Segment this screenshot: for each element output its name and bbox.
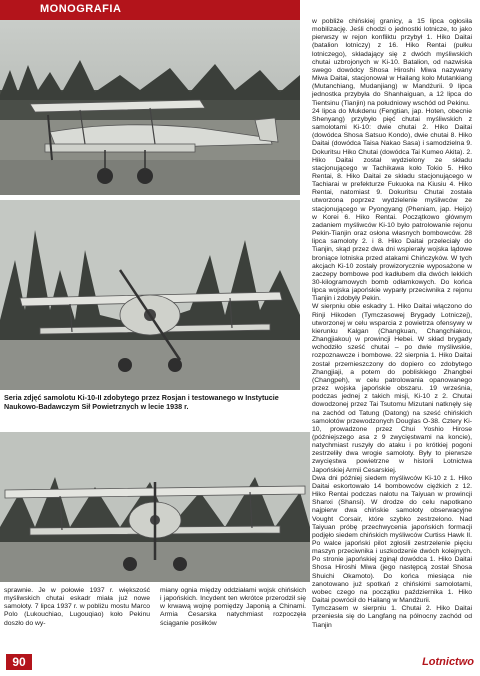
article-text-right-column	[312, 18, 472, 630]
photo-aircraft-front	[0, 200, 300, 390]
photo-aircraft-front-image	[0, 200, 300, 390]
publisher-logo: Lotnictwo	[422, 656, 474, 668]
bottom-mid-column: miany ognia między oddziałami wojsk chińskich i japońskich. Incydent ten wkrótce przerodził się w krwawą wojnę pomiędzy Japonią a Chinami. Armia Cesarska natychmiast rozpoczęła ściąganie posiłków	[160, 587, 306, 627]
paragraph: W sierpniu obie eskadry 1. Hiko Daitai włączono do Rinji Hikoden (Tymczasowej Brygady Lotniczej), utworzonej w celu wsparcia z powietrza ofensywy w kierunku Kalgan (Changkuan, Changchiakou, Zhangjiakou) w prowincji Hebei. W skład brygady wchodziło sześć chutai – po dwie myśliwskie, rozpoznawcze i bombowe. 22 sierpnia 1. Hiko Daitai został przemieszczony do dopiero co zdobytego Zhangjiaji, a potem do pobliskiego Zhangbei (Changpeh), w celu patrolowania opanowanego przez wojska japońskie obszaru. 19 września, podczas jednej z takich misji, Ki-10 z 2. Chutai dowodzonej przez Tai Tsutomu Mizutani natknęły się na zachód od Tatung (Datong) na sześć chińskich samolotów przewodzonych Douglas O-38. Cztery Ki-10, prowadzone przez Chui Yoshio Hirose (późniejszego asa z 9 zwycięstwami na koncie), natychmiast ruszyły do ataku i po krótkiej pogoni zestrzeliły dwa wrogie samoloty. Były to pierwsze zwycięstwa powietrzne w historii Lotnictwa Japońskiej Armii Cesarskiej.	[312, 303, 472, 474]
paragraph: 24 lipca do Mukdenu (Fengtian, jap. Hoten, obecnie Shenyang) przybyło pięć chutai myśliwskich z samolotami Ki-10: dwie chutai 2. Hiko Daitai (dowódca Shosa Satsuo Kondo), dwie chutai 8. Hiko Daitai (dowódca Taisa Nakao Sasa) i samodzielna 9. Dokuritsu Hiko Chutai (dowódca Tai Kumeo Akita). 2. Hiko Daitai został wydzielony ze składu stacjonującego w Tachikawa koło Tokio 5. Hiko Rentai, 8. Hiko Daitai ze składu stacjonującego w Tachiarai w prefekturze Fukuoka na Kiusiu 4. Hiko Rentai, natomiast 9. Dokuritsu Chutai została utworzona poprzez wydzielenie myśliwców ze stacjonującego w Pyongyang (Pheniam, jap. Heijo) w Korei 6. Hiko Rentai. Początkowo głównym zadaniem myśliwców Ki-10 było patrolowanie rejonu Pekin-Tianjin oraz osłona własnych bombowców. 28 lipca samoloty 2. i 8. Hiko Daitai przeleciały do Tianjin, skąd przez dwa dni wspierały wojska lądowe broniące lotniska przed atakami Chińczyków. W tych akcjach Ki-10 zostały prowizorycznie wyposażone w zaczepy bombowe pod kadłubem dla dwóch lekkich 30-kilogramowych bomb odłamkowych. Do końca lipca wojska japońskie wyparły przeciwnika z rejonu Tianjin i zdobyły Pekin.	[312, 107, 472, 303]
paragraph: Tymczasem w sierpniu 1. Chutai 2. Hiko Daitai przeniesła się do Langfang na północny zachód od Tianjin	[312, 605, 472, 629]
paragraph: Dwa dni później siedem myśliwców Ki-10 z 1. Hiko Daitai eskortowało 14 bombowców ciężkich z 12. Hiko Rentai podczas nalotu na Taiyuan w prowincji Shanxi (Shansi). W drodze do celu napotkano najpierw dwa chińskie samoloty obserwacyjne Vought Corsair, które szybko zestrzelono. Nad Taiyuan próbę przechwycenia japońskich formacji podjęło siedem chińskich myśliwców Curtiss Hawk II. Po walce japoński pilot zgłosili zestrzelenie pięciu maszyn przeciwnika i uszkodzenie dwóch kolejnych. Po stronie japońskiej zginął dowódca 1. Hiko Daitai Shosa Hiroshi Miwa (jego następcą został Shosa Shuichi Okamoto). Do końca miesiąca nie zanotowano już spotkań z chińskimi samolotami, wobec czego na początku października 1. Hiko Daitai powrócił do Hailang w Mandżurii.	[312, 474, 472, 605]
photo-aircraft-side-image	[0, 20, 300, 195]
page-number: 90	[6, 654, 32, 670]
bottom-left-column: sprawnie. Je w połowie 1937 r. większość myśliwskich chutai eskadr miała już nowe samoloty. 7 lipca 1937 r. w pobliżu mostu Marco Polo (Lukouchiao, Lugouqiao) koło Pekinu doszło do wy-	[4, 587, 150, 627]
photo-aircraft-side	[0, 20, 300, 195]
figure-caption: Seria zdjęć samolotu Ki-10-II zdobytego przez Rosjan i testowanego w Instytucie Naukowo-Badawczym Sił Powietrznych w lecie 1938 r.	[4, 393, 279, 411]
photo-aircraft-front-2-image	[0, 432, 310, 582]
paragraph: w pobliże chińskiej granicy, a 15 lipca ogłosiła mobilizację. Jeśli chodzi o jednostki lotnicze, to jako pierwszy w rejon konfliktu przybył 1. Hiko Daitai (batalion lotniczy) z 16. Hiko Rentai (pułku lotniczego), składający się z dwóch myśliwskich chutai uzbrojonych w Ki-10. Batalion, od nazwiska swego dowódcy Shosa Hiroshi Miwa nazywany Miwa Daitai, stacjonował w Hailang koło Mutankiang (Mutanchiang, Mudanjiang) w Mandżurii. 9 lipca jednostka przybyła do Shanhaiguan, a 12 lipca do Tientsinu (Tianjin) na południowy wschód od Pekinu.	[312, 18, 472, 107]
section-header	[0, 0, 300, 20]
photo-aircraft-front-2	[0, 432, 310, 582]
section-title: MONOGRAFIA	[40, 3, 122, 15]
